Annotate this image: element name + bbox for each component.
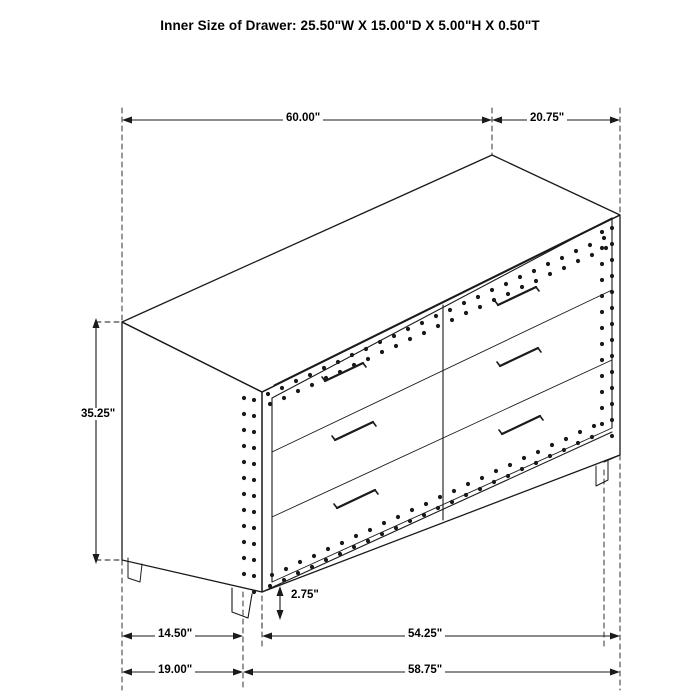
dimension-label-top-width: 60.00" [283, 112, 323, 124]
dimension-label-leg-height: 2.75" [288, 589, 322, 601]
dimension-label-overall-left: 19.00" [155, 664, 195, 676]
dimension-label-height: 35.25" [78, 408, 118, 420]
nailhead-trim [242, 226, 614, 594]
page-title: Inner Size of Drawer: 25.50"W X 15.00"D X 5.00"H X 0.50"T [160, 18, 540, 33]
dimension-label-front-right-base: 54.25" [405, 628, 445, 640]
dimension-label-overall-right: 58.75" [405, 664, 445, 676]
dimension-label-top-depth: 20.75" [527, 112, 567, 124]
dimension-label-front-left-base: 14.50" [155, 628, 195, 640]
